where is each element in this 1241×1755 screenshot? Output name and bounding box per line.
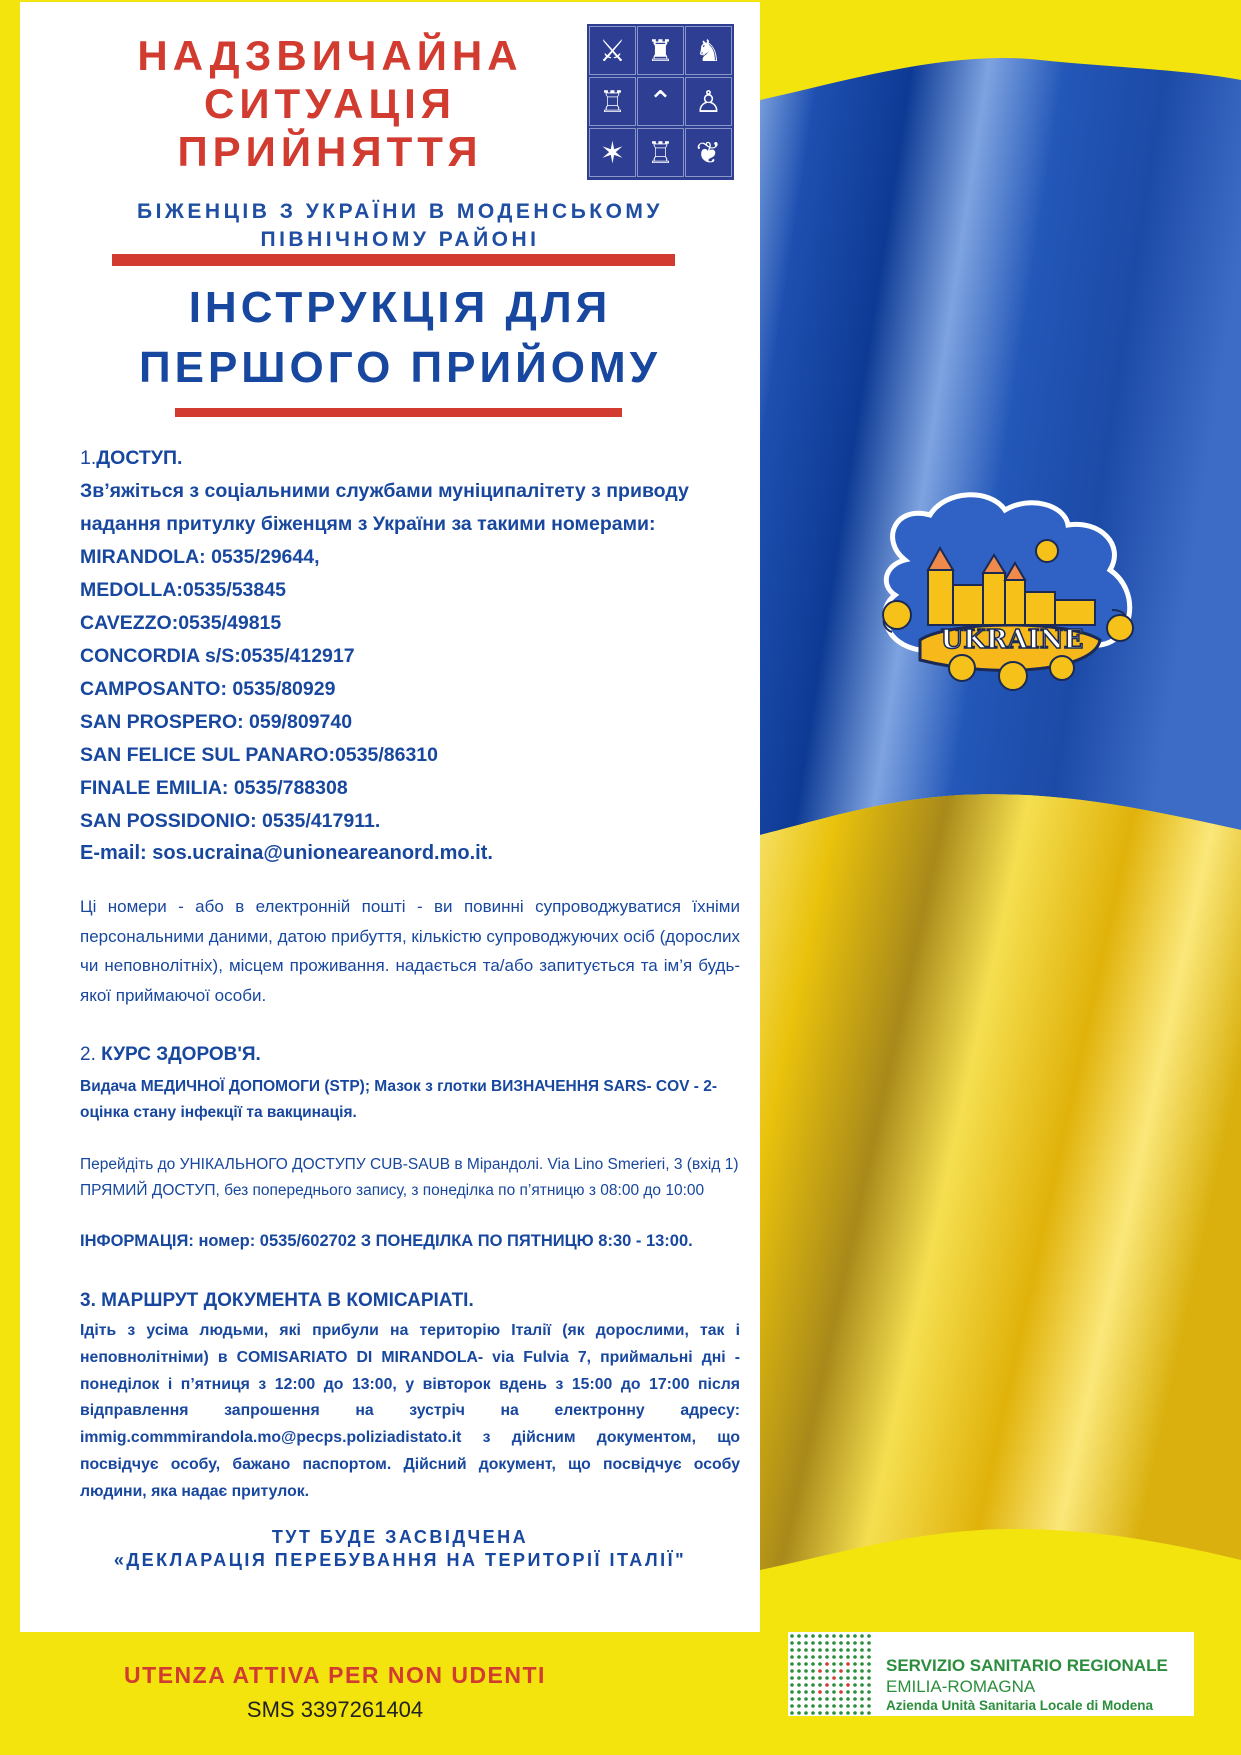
fortress-icon: ♖: [637, 128, 684, 177]
phone-san-felice: SAN FELICE SUL PANARO:0535/86310: [80, 744, 438, 766]
section-document-title: 3. МАРШРУТ ДОКУМЕНТА В КОМІСАРІАТІ.: [80, 1290, 474, 1311]
phone-mirandola: MIRANDOLA: 0535/29644,: [80, 546, 320, 568]
health-access: Перейдіть до УНІКАЛЬНОГО ДОСТУПУ CUB-SAUB в Мірандолі. Via Lino Smerieri, 3 (вхід 1) ПРЯМИЙ ДОСТУП, без попереднього запису, з понеділка по п’ятницю з 08:00 до 10:00: [80, 1156, 739, 1199]
winged-heart-icon: ❦: [685, 128, 732, 177]
crossed-keys-icon: ⚔: [589, 26, 636, 75]
emblem-label: UKRAINE: [940, 625, 1084, 655]
union-crest: [587, 24, 734, 180]
subtitle: [80, 198, 720, 254]
heading-line: ПЕРШОГО ПРИЙОМУ: [138, 343, 662, 392]
phone-cavezzo: CAVEZZO:0535/49815: [80, 612, 282, 634]
tower-icon: ♖: [589, 77, 636, 126]
phone-san-prospero: SAN PROSPERO: 059/809740: [80, 711, 353, 733]
section-health-title: [80, 1044, 740, 1066]
info-card: [20, 2, 760, 1632]
sms-number: SMS 3397261404: [246, 1697, 424, 1722]
instruction-heading: [80, 278, 720, 398]
title-line: НАДЗВИЧАЙНА: [137, 32, 523, 79]
subtitle-line: ПІВНІЧНОМУ РАЙОНІ: [260, 228, 540, 251]
phone-san-possidonio: SAN POSSIDONIO: 0535/417911.: [80, 810, 381, 832]
dot-grid-icon: [788, 1632, 876, 1716]
emergency-title: [100, 32, 560, 176]
title-line: ПРИЙНЯТТЯ: [177, 128, 483, 175]
section-number: 1.: [80, 447, 97, 469]
health-services: Видача МЕДИЧНОЇ ДОПОМОГИ (STP); Мазок з глотки ВИЗНАЧЕННЯ SARS- COV - 2- оцінка стану інфекції та вакцинація.: [80, 1078, 718, 1121]
health-service-logo: [788, 1632, 1194, 1716]
heading-line: ІНСТРУКЦІЯ ДЛЯ: [188, 283, 612, 332]
subtitle-line: БІЖЕНЦІВ З УКРАЇНИ В МОДЕНСЬКОМУ: [137, 200, 663, 223]
deaf-service-label: UTENZA ATTIVA PER NON UDENTI: [124, 1662, 546, 1688]
castle-icon: ♜: [637, 26, 684, 75]
phone-medolla: MEDOLLA:0535/53845: [80, 579, 286, 601]
boot-icon: ♙: [685, 77, 732, 126]
phone-finale-emilia: FINALE EMILIA: 0535/788308: [80, 777, 348, 799]
intro-line: надання притулку біженцям з України за такими номерами:: [80, 513, 656, 535]
logo-line: EMILIA-ROMAGNA: [886, 1677, 1036, 1696]
instructions-paragraph: Ці номери - або в електронній пошті - ви повинні супроводжуватися їхніми персональними даними, датою прибуття, кількістю супроводжуючих осіб (дорослих чи неповнолітніх), місцем проживання. надається та/або запитується та ім’я будь-якої приймаючої особи.: [80, 897, 740, 1005]
declaration: [80, 1526, 720, 1572]
declaration-line: ТУТ БУДЕ ЗАСВІДЧЕНА: [271, 1527, 529, 1547]
email-line[interactable]: E-mail: sos.ucraina@unioneareanord.mo.it.: [80, 842, 493, 864]
info-line: ІНФОРМАЦІЯ: номер: 0535/602702 З ПОНЕДІЛКА ПО ПЯТНИЦЮ 8:30 - 13:00.: [80, 1232, 693, 1250]
title-line: СИТУАЦІЯ: [203, 80, 456, 127]
section-number: 2.: [80, 1044, 96, 1065]
wheat-star-icon: ✶: [589, 128, 636, 177]
document-instructions: Ідіть з усіма людьми, які прибули на територію Італії (як дорослими, так і неповнолітніми) в COMISARIATO DI MIRANDOLA- via Fulvia 7, приймальні дні - понеділок і п’ятниця з 12:00 до 13:00, у вівторок вдень з 15:00 до 17:00 після відправлення запрошення на зустріч на електронну адресу: immig.commmirandola.mo@pecps.poliziadistato.it з дійсним документом, що посвідчує особу, бажано паспортом. Дійсний документ, що посвідчує особу людини, яка надає притулок.: [80, 1322, 740, 1500]
phone-concordia: CONCORDIA s/S:0535/412917: [80, 645, 355, 667]
chevron-icon: ⌃: [637, 77, 684, 126]
logo-line: Azienda Unità Sanitaria Locale di Modena: [886, 1698, 1154, 1713]
section-title-text: КУРС ЗДОРОВ'Я.: [101, 1044, 261, 1065]
lion-icon: ♞: [685, 26, 732, 75]
section-title: [80, 442, 740, 475]
red-divider: [175, 408, 622, 417]
declaration-line: «ДЕКЛАРАЦІЯ ПЕРЕБУВАННЯ НА ТЕРИТОРІЇ ІТАЛІЇ": [113, 1550, 687, 1570]
section-access: [80, 442, 740, 838]
section-title-text: ДОСТУП.: [96, 447, 183, 469]
logo-line: SERVIZIO SANITARIO REGIONALE: [886, 1656, 1168, 1675]
intro-line: Зв’яжіться з соціальними службами муніципалітету з приводу: [80, 480, 689, 502]
phone-camposanto: CAMPOSANTO: 0535/80929: [80, 678, 336, 700]
red-divider: [112, 254, 675, 266]
